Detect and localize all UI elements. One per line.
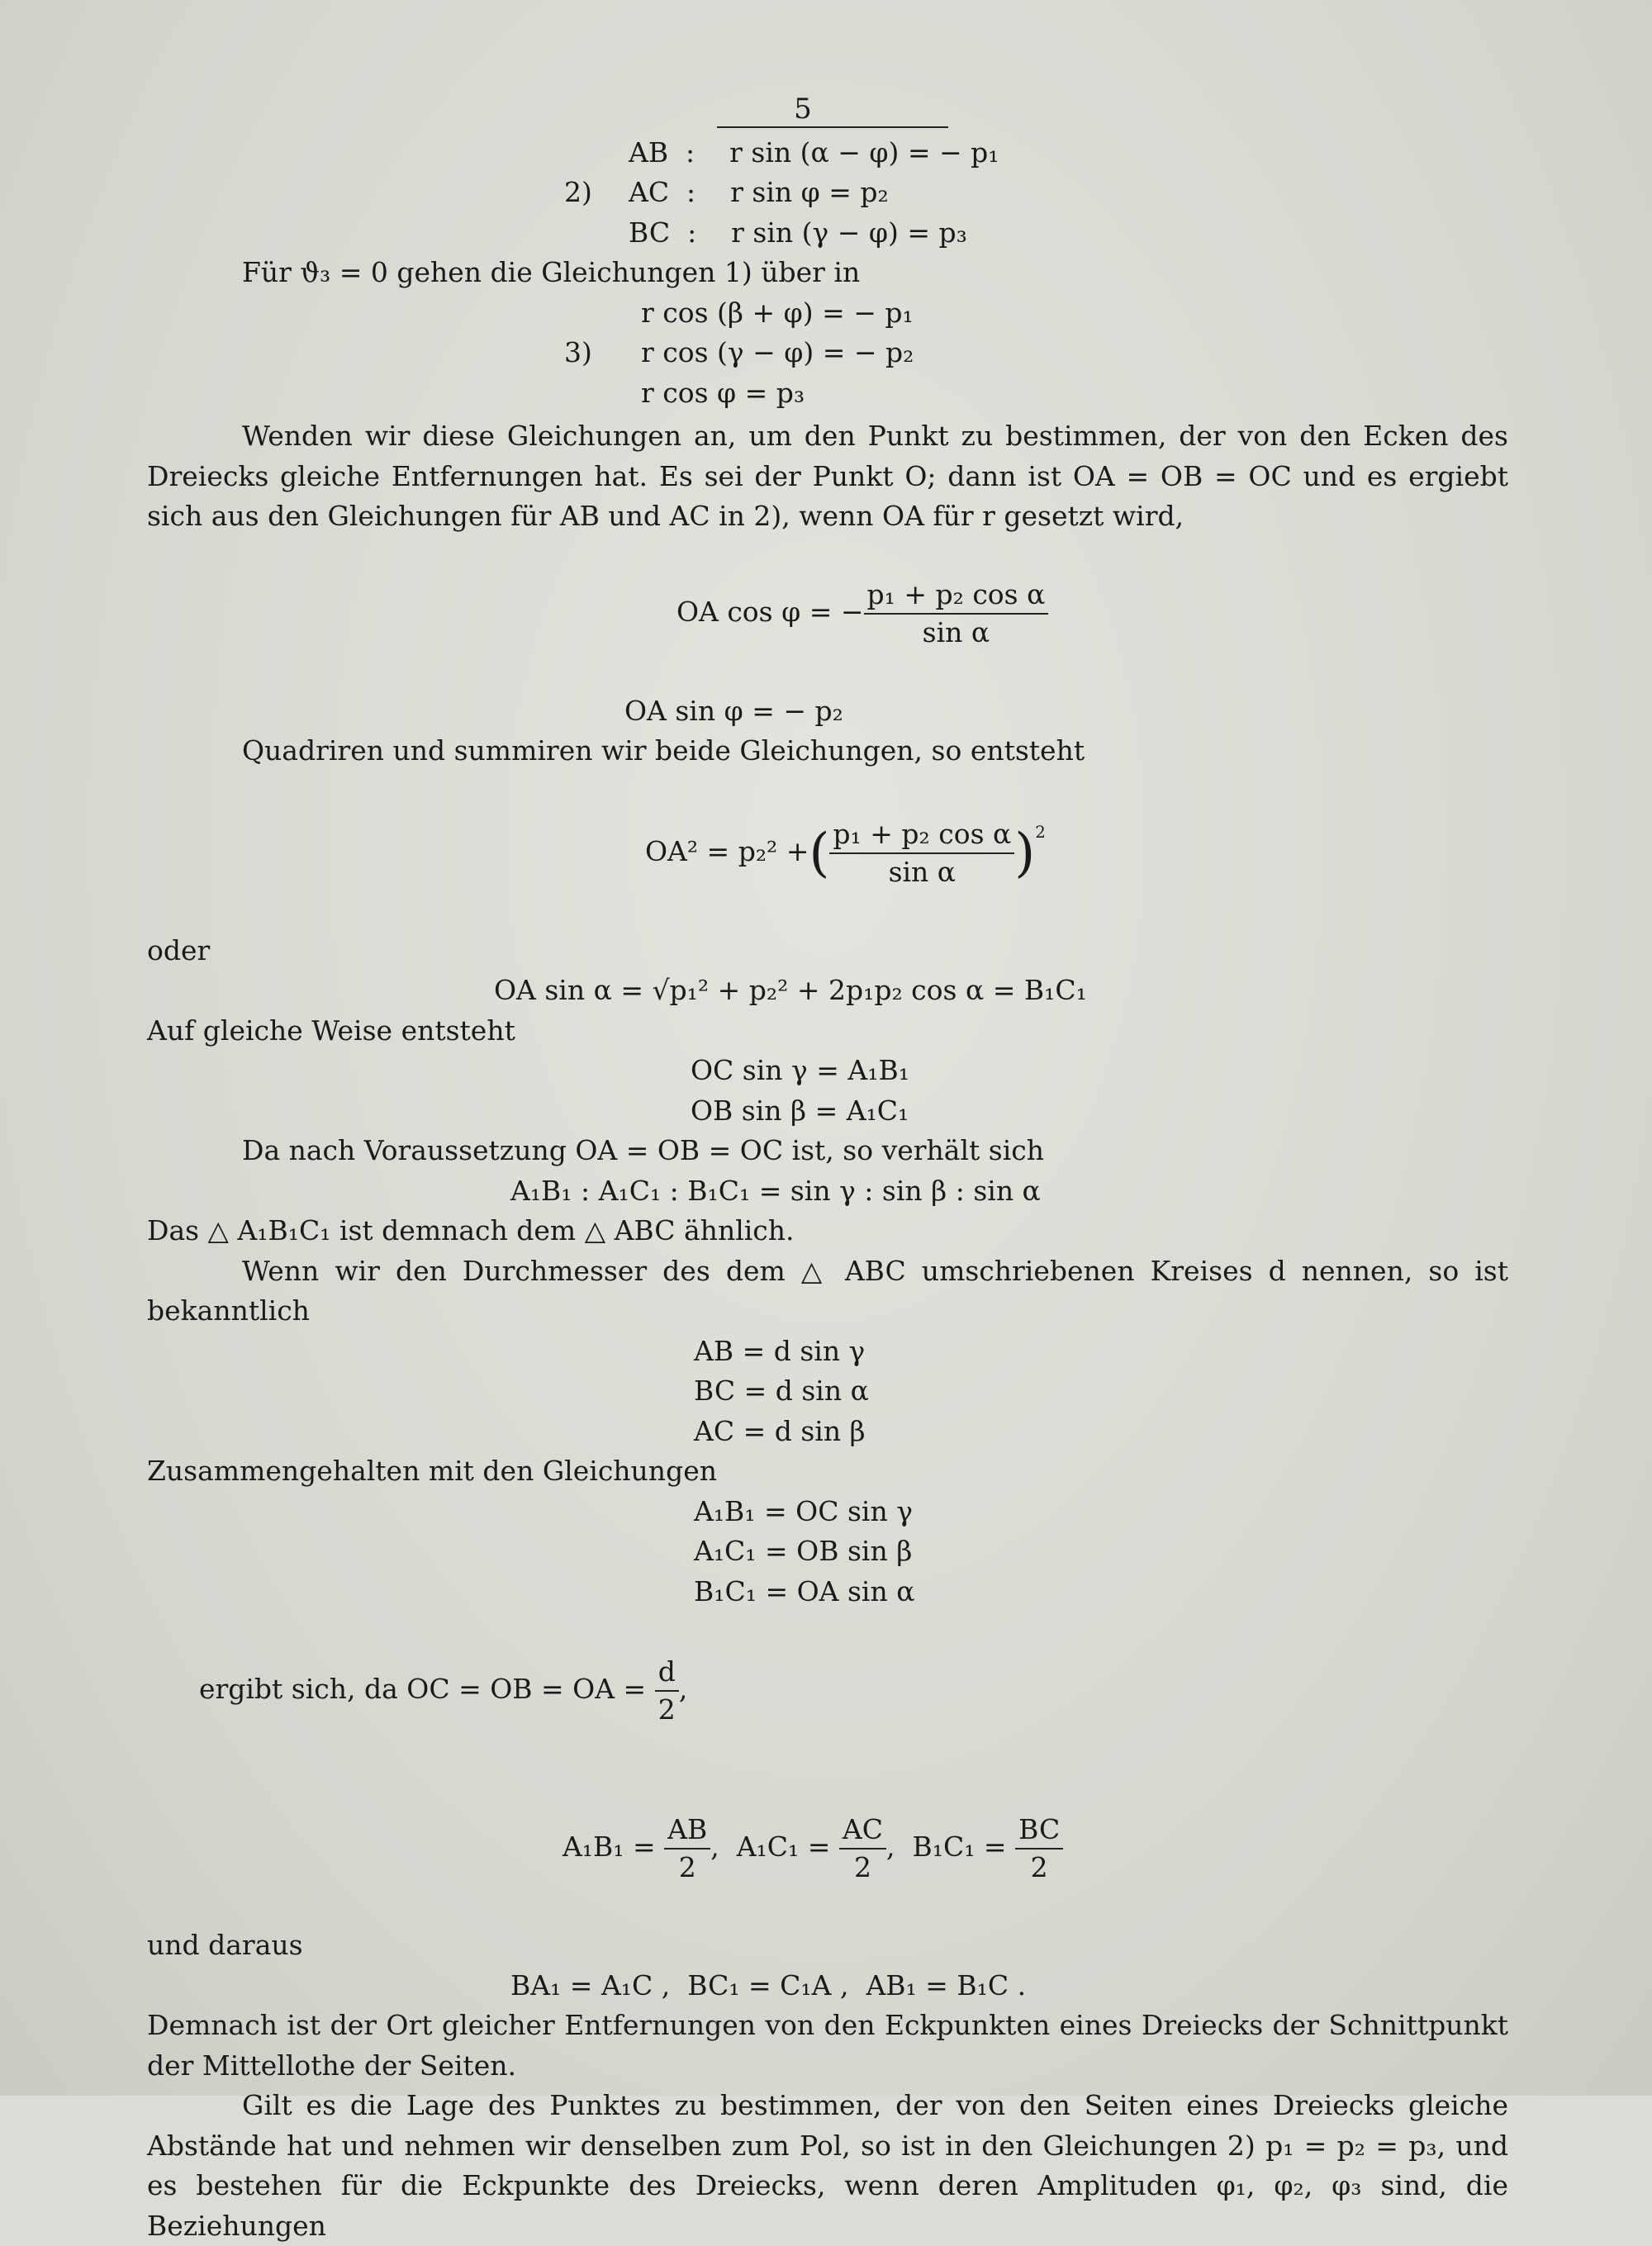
equation-group-3 [147, 293, 1508, 414]
fraction-ac-half [839, 1812, 886, 1886]
paragraph-quadriren: Quadriren und summiren wir beide Gleichungen, so entsteht [242, 734, 1085, 767]
fraction-bc-half [1015, 1812, 1063, 1886]
equation-halves [147, 1771, 1508, 1925]
paragraph-demnach: Demnach ist der Ort gleicher Entfernungen von den Eckpunkten eines Dreiecks der Schnittpunkt der Mittellothe der Seiten. [147, 2009, 1508, 2082]
paragraph-da: Da nach Voraussetzung OA = OB = OC ist, so verhält sich [242, 1134, 1044, 1166]
half-a-lhs: A₁B₁ = [562, 1830, 656, 1863]
equation-bc-d: BC = d sin α [694, 1375, 869, 1407]
equation-oa-sin: OA sin φ = − p₂ [624, 694, 843, 727]
equation-oc-sin: OC sin γ = A₁B₁ [691, 1054, 909, 1086]
paren-close: ) [1014, 823, 1036, 884]
fraction-denominator: 2 [1030, 1850, 1048, 1883]
equation-ba1: BA₁ = A₁C , BC₁ = C₁A , AB₁ = B₁C . [510, 1968, 1027, 2001]
paragraph-das: Das △ A₁B₁C₁ ist demnach dem △ ABC ähnlich. [147, 1214, 795, 1246]
half-b-lhs: A₁C₁ = [736, 1830, 831, 1863]
fraction-denominator: 2 [853, 1850, 871, 1883]
fraction-numerator: BC [1015, 1812, 1063, 1850]
fraction-denominator: 2 [678, 1850, 696, 1883]
paragraph-gilt: Gilt es die Lage des Punktes zu bestimmen, der von den Seiten eines Dreiecks gleiche Abstände hat und nehmen wir denselben zum Pol, so ist in den Gleichungen 2) p₁ = p₂ = p₃, und es bestehen für die Eckpunkte des Dreiecks, wenn deren Amplituden φ₁, φ₂, φ₃ sind, die Beziehungen [147, 2089, 1508, 2242]
ergibt-text: ergibt sich, da OC = OB = OA = [198, 1672, 647, 1705]
equation-a1b1-oc: A₁B₁ = OC sin γ [694, 1494, 913, 1527]
word-und-daraus: und daraus [147, 1929, 303, 1961]
fraction-numerator: AB [664, 1812, 710, 1850]
fraction-oa-cos [864, 577, 1049, 651]
header-rule [717, 126, 948, 128]
fraction-d-half [655, 1654, 679, 1728]
ergibt-tail: , [678, 1672, 688, 1705]
equation-3-line-3: r cos φ = p₃ [641, 376, 805, 409]
fraction-numerator: AC [839, 1812, 886, 1850]
equation-3-line-2: r cos (γ − φ) = − p₂ [641, 336, 914, 368]
fraction-denominator: sin α [888, 856, 957, 888]
equation-oa-cos-lhs: OA cos φ = − [676, 596, 864, 628]
word-oder: oder [147, 933, 211, 966]
equation-a1c1-ob: A₁C₁ = OB sin β [694, 1535, 913, 1567]
equation-b1c1-oa: B₁C₁ = OA sin α [694, 1574, 915, 1607]
equation-ab: AB : r sin (α − φ) = − p₁ [629, 135, 999, 169]
paragraph-fuer: Für ϑ₃ = 0 gehen die Gleichungen 1) über in [242, 256, 861, 288]
fraction-ab-half [664, 1812, 710, 1886]
paren-open: ( [809, 823, 830, 884]
page-number: 5 [794, 93, 812, 126]
paragraph-auf: Auf gleiche Weise entsteht [147, 1014, 515, 1047]
equation-number-2: 2) [564, 175, 592, 208]
equation-3-line-1: r cos (β + φ) = − p₁ [641, 296, 914, 329]
fraction-numerator: p₁ + p₂ cos α [864, 577, 1049, 615]
equation-bc: BC : r sin (γ − φ) = p₃ [629, 216, 967, 249]
equation-group-2 [147, 133, 1508, 254]
paragraph-zusammen: Zusammengehalten mit den Gleichungen [147, 1455, 717, 1487]
equation-ac-d: AC = d sin β [694, 1414, 866, 1447]
fraction-oa-squared [829, 816, 1014, 890]
equation-ratio: A₁B₁ : A₁C₁ : B₁C₁ = sin γ : sin β : sin α [510, 1174, 1041, 1207]
equation-ac: AC : r sin φ = p₂ [629, 176, 889, 208]
half-c-lhs: B₁C₁ = [912, 1830, 1007, 1863]
half-b-tail: , [886, 1830, 895, 1863]
paragraph-wenn: Wenn wir den Durchmesser des dem △ ABC umschriebenen Kreises d nennen, so ist bekanntlich [147, 1254, 1508, 1327]
equation-ob-sin: OB sin β = A₁C₁ [691, 1094, 909, 1127]
exponent: 2 [1035, 823, 1046, 842]
fraction-numerator: p₁ + p₂ cos α [829, 816, 1014, 854]
fraction-numerator: d [655, 1654, 679, 1692]
equation-number-3: 3) [564, 335, 592, 368]
equation-ergibt [147, 1613, 1508, 1768]
equation-oa-cos [147, 537, 1508, 691]
fraction-denominator: 2 [657, 1693, 676, 1726]
half-a-tail: , [710, 1830, 719, 1863]
equation-oa-squared [147, 773, 1508, 931]
fraction-denominator: sin α [922, 616, 990, 648]
page-content [147, 89, 1508, 2246]
equation-oa-sin-alpha: OA sin α = √p₁² + p₂² + 2p₁p₂ cos α = B₁C₁ [494, 974, 1087, 1006]
paragraph-wenden: Wenden wir diese Gleichungen an, um den Punkt zu bestimmen, der von den Ecken des Dreiecks gleiche Entfernungen hat. Es sei der Punkt O; dann ist OA = OB = OC und es ergiebt sich aus den Gleichungen für AB und AC in 2), wenn OA für r gesetzt wird, [147, 420, 1508, 532]
equation-ab-d: AB = d sin γ [694, 1334, 866, 1367]
equation-oa-squared-lhs: OA² = p₂² + [644, 835, 809, 867]
